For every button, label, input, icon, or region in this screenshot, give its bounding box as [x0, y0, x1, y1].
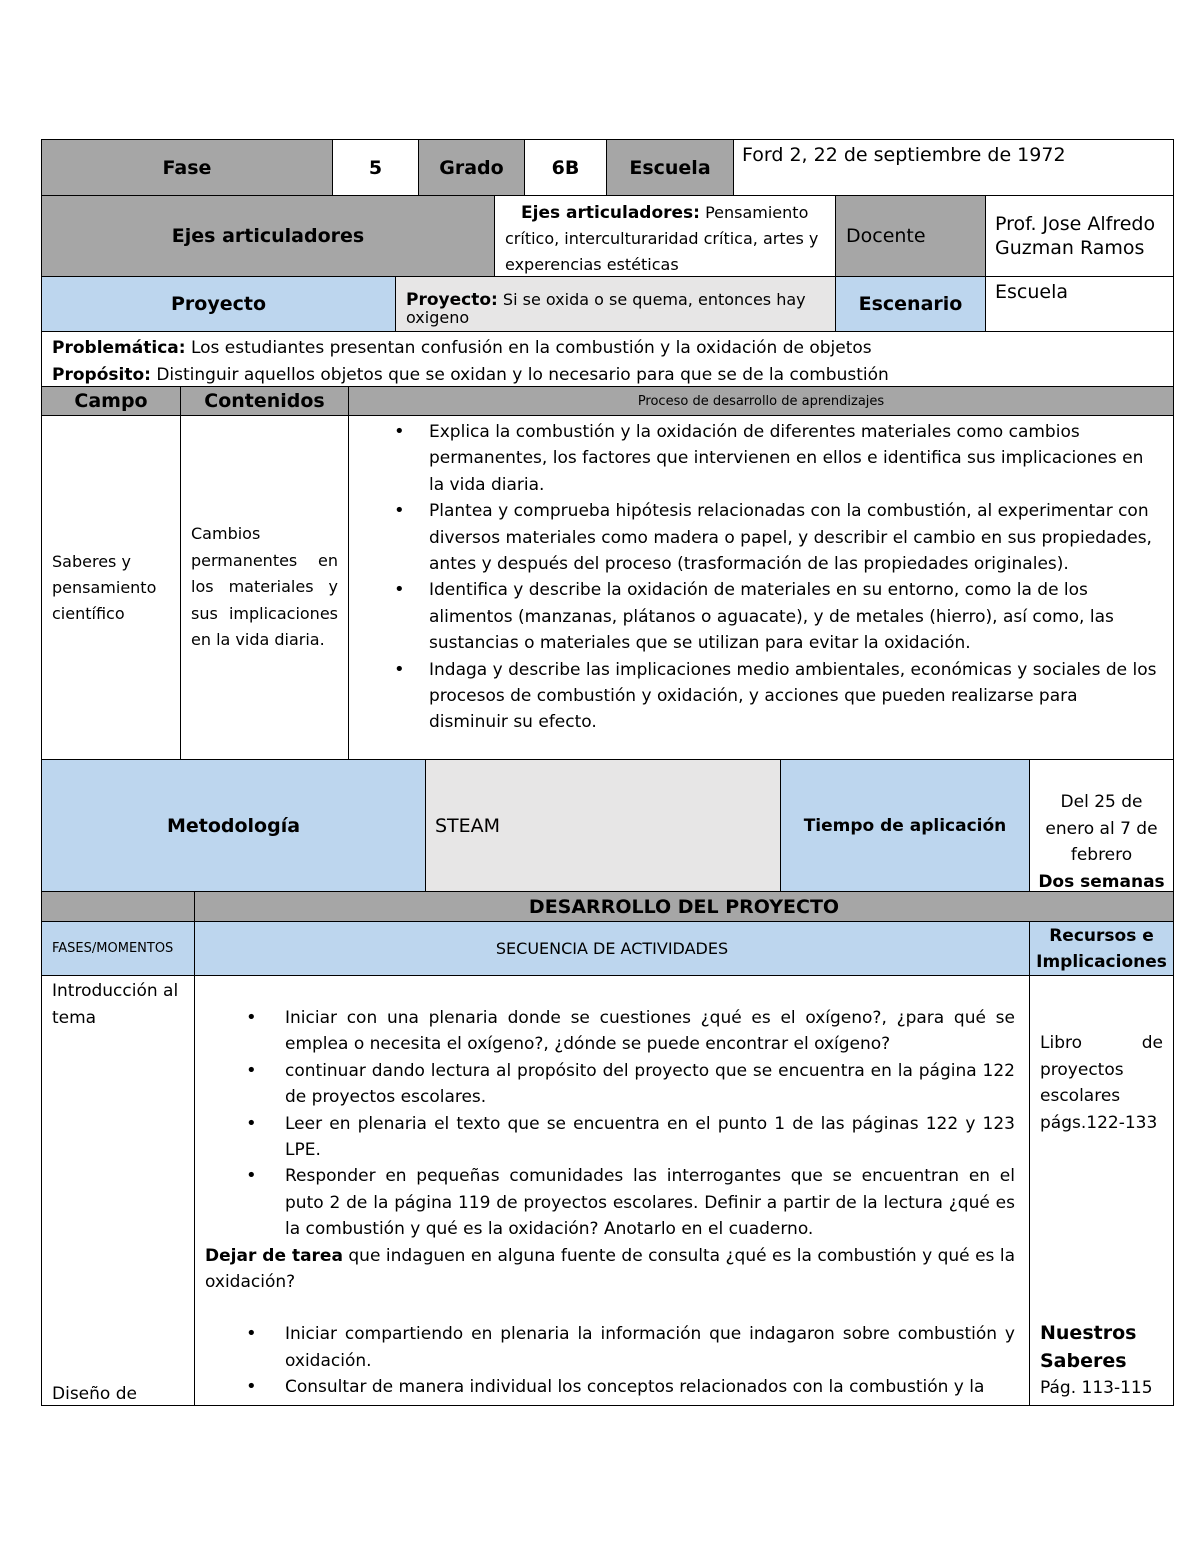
- recurso-libro: Libro de proyectos escolares págs.122-133: [1040, 1033, 1163, 1133]
- tiempo-value: [1029, 759, 1174, 892]
- fases-header: FASES/MOMENTOS: [41, 921, 195, 976]
- actividad-item: • Iniciar compartiendo en plenaria la información que indagaron sobre combustión y oxidación.: [205, 1321, 1015, 1374]
- ejes-detail: [494, 195, 836, 277]
- actividades-list-1: [205, 1005, 1015, 1243]
- escenario-value: Escuela: [985, 276, 1174, 332]
- problematica-proposito: [41, 331, 1174, 387]
- proposito: Propósito: Distinguir aquellos objetos que se oxidan y lo necesario para que se de la combustión: [52, 364, 889, 385]
- tiempo-duracion: Dos semanas: [1038, 871, 1165, 892]
- actividad-item: • continuar dando lectura al propósito del proyecto que se encuentra en la página 122 de proyectos escolares.: [205, 1058, 1015, 1111]
- escuela-value: Ford 2, 22 de septiembre de 1972: [733, 139, 1174, 196]
- contenidos-cell: Cambios permanentes en los materiales y sus implicaciones en la vida diaria.: [180, 415, 349, 760]
- proceso-item: • Indaga y describe las implicaciones medio ambientales, económicas y sociales de los procesos de combustión y oxidación, y acciones que pueden realizarse para disminuir su efecto.: [349, 657, 1159, 736]
- ejes-label: Ejes articuladores: [41, 195, 495, 277]
- proceso-item: • Explica la combustión y la oxidación de diferentes materiales como cambios permanentes, los factores que intervienen en ellos e identifica sus implicaciones en la vida diaria.: [349, 419, 1159, 498]
- actividad-item: • Leer en plenaria el texto que se encuentra en el punto 1 de las páginas 122 y 123 LPE.: [205, 1111, 1015, 1164]
- actividad-item: • Iniciar con una plenaria donde se cuestiones ¿qué es el oxígeno?, ¿para qué se emplea o necesita el oxígeno?, ¿dónde se puede encontrar el oxígeno?: [205, 1005, 1015, 1058]
- campo-cell: Saberes y pensamiento científico: [41, 415, 181, 760]
- metodologia-label: Metodología: [41, 759, 426, 892]
- escuela-label: Escuela: [606, 139, 734, 196]
- problematica: Problemática: Los estudiantes presentan confusión en la combustión y la oxidación de objetos: [52, 338, 872, 358]
- proceso-item: • Plantea y comprueba hipótesis relacionadas con la combustión, al experimentar con diversos materiales como madera o papel, y describir el cambio en sus propiedades, antes y después del proceso (trasformación de las propiedades originales).: [349, 498, 1159, 577]
- metodologia-value: STEAM: [425, 759, 781, 892]
- secuencia-header: SECUENCIA DE ACTIVIDADES: [194, 921, 1030, 976]
- grado-value: 6B: [524, 139, 607, 196]
- docente-value: Prof. Jose Alfredo Guzman Ramos: [985, 195, 1174, 277]
- secuencia-cell: [194, 975, 1030, 1406]
- recurso-saberes: Nuestros Saberes Pág. 113-115: [1040, 1322, 1153, 1398]
- proyecto-label: Proyecto: [41, 276, 396, 332]
- actividad-item: • Responder en pequeñas comunidades las interrogantes que se encuentran en el puto 2 de la página 119 de proyectos escolares. Definir a partir de la lectura ¿qué es la combustión y qué es la oxidación? Anotarlo en el cuaderno.: [205, 1163, 1015, 1242]
- proceso-item: • Identifica y describe la oxidación de materiales en su entorno, como la de los alimentos (manzanas, plátanos o aguacate), y de metales (hierro), así como, las sustancias o materiales que se utilizan para evitar la oxidación.: [349, 577, 1159, 656]
- tarea: Dejar de tarea que indaguen en alguna fuente de consulta ¿qué es la combustión y qué es la oxidación?: [205, 1245, 1015, 1293]
- proyecto-detail-label: Proyecto:: [406, 290, 498, 310]
- ejes-detail-text: Pensamiento crítico, interculturaridad crítica, artes y experencias estéticas: [505, 203, 819, 274]
- desarrollo-header-spacer: [41, 891, 195, 922]
- proceso-list: [349, 419, 1159, 736]
- proceso-header: Proceso de desarrollo de aprendizajes: [348, 386, 1174, 416]
- recursos-cell: [1029, 975, 1174, 1406]
- actividad-item: • Consultar de manera individual los conceptos relacionados con la combustión y la: [205, 1374, 1015, 1400]
- docente-label: Docente: [835, 195, 986, 277]
- ejes-detail-label: Ejes articuladores:: [521, 203, 700, 223]
- fase-label: Fase: [41, 139, 333, 196]
- tiempo-label: Tiempo de aplicación: [780, 759, 1030, 892]
- contenidos-header: Contenidos: [180, 386, 349, 416]
- desarrollo-title: DESARROLLO DEL PROYECTO: [194, 891, 1174, 922]
- proyecto-detail-text: Si se oxida o se quema, entonces hay oxigeno: [406, 290, 806, 327]
- proceso-cell: [348, 415, 1174, 760]
- fase-introduccion: Introducción al tema: [52, 981, 179, 1028]
- fase-diseno: Diseño de: [52, 1384, 137, 1404]
- fase-value: 5: [332, 139, 419, 196]
- grado-label: Grado: [418, 139, 525, 196]
- fases-cell: [41, 975, 195, 1406]
- escenario-label: Escenario: [835, 276, 986, 332]
- tiempo-fechas: Del 25 de enero al 7 de febrero: [1045, 792, 1158, 865]
- proyecto-detail: [395, 276, 836, 332]
- actividades-list-2: [205, 1321, 1015, 1400]
- campo-header: Campo: [41, 386, 181, 416]
- recursos-header: Recursos e Implicaciones: [1029, 921, 1174, 976]
